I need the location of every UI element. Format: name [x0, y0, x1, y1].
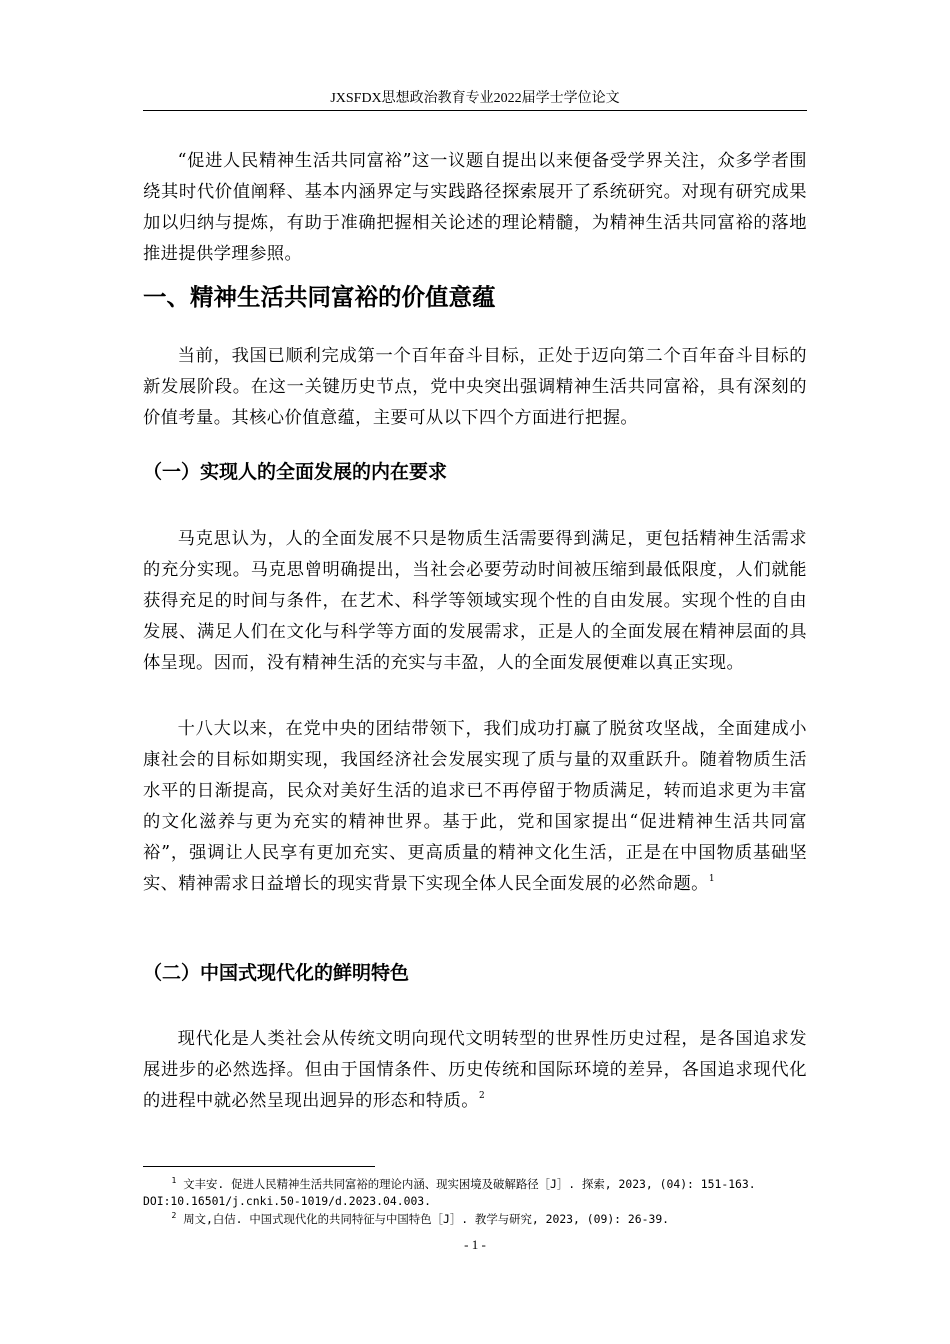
footnote-1	[143, 1176, 807, 1210]
footnote-text-2: 周文,白佶. 中国式现代化的共同特征与中国特色［J］. 教学与研究, 2023, (09): 26-39.	[183, 1212, 670, 1226]
paragraph-text: 十八大以来，在党中央的团结带领下，我们成功打赢了脱贫攻坚战，全面建成小康社会的目标如期实现，我国经济社会发展实现了质与量的双重跃升。随着物质生活水平的日渐提高，民众对美好生活的追求已不再停留于物质满足，转而追求更为丰富的文化滋养与更为充实的精神世界。基于此，党和国家提出“促进精神生活共同富裕”，强调让人民享有更加充实、更高质量的精神文化生活，正是在中国物质基础坚实、精神需求日益增长的现实背景下实现全体人民全面发展的必然命题。	[143, 719, 807, 894]
subsection-heading-2: （二）中国式现代化的鲜明特色	[143, 962, 410, 984]
footnote-mark-1: 1	[171, 1176, 177, 1185]
section-1-intro-paragraph: 当前，我国已顺利完成第一个百年奋斗目标，正处于迈向第二个百年奋斗目标的新发展阶段。在这一关键历史节点，党中央突出强调精神生活共同富裕，具有深刻的价值考量。其核心价值意蕴，主要可从以下四个方面进行把握。	[143, 346, 807, 428]
section-heading-1: 一、精神生活共同富裕的价值意蕴	[143, 283, 496, 311]
paragraph-text: 现代化是人类社会从传统文明向现代文明转型的世界性历史过程，是各国追求发展进步的必然选择。但由于国情条件、历史传统和国际环境的差异，各国追求现代化的进程中就必然呈现出迥异的形态和特质。	[143, 1029, 807, 1111]
footnote-ref-1[interactable]: 1	[708, 874, 715, 884]
subsection-1-paragraph-1: 马克思认为，人的全面发展不只是物质生活需要得到满足，更包括精神生活需求的充分实现。马克思曾明确提出，当社会必要劳动时间被压缩到最低限度，人们就能获得充足的时间与条件，在艺术、科学等领域实现个性的自由发展。实现个性的自由发展、满足人们在文化与科学等方面的发展需求，正是人的全面发展在精神层面的具体呈现。因而，没有精神生活的充实与丰盈，人的全面发展便难以真正实现。	[143, 529, 807, 673]
footnote-2	[143, 1211, 807, 1228]
header-rule	[143, 110, 807, 111]
footnote-text-1: 文丰安. 促进人民精神生活共同富裕的理论内涵、现实困境及破解路径［J］. 探索, 2023, (04): 151-163. DOI:10.16501/j.cnki.50-1019/d.2023.04.003.	[143, 1177, 756, 1208]
subsection-heading-1: （一）实现人的全面发展的内在要求	[143, 461, 448, 483]
running-header: JXSFDX思想政治教育专业2022届学士学位论文	[330, 91, 620, 106]
footnote-mark-2: 2	[171, 1211, 177, 1220]
footnote-separator	[143, 1166, 375, 1167]
footnote-ref-2[interactable]: 2	[478, 1091, 486, 1101]
subsection-2-paragraph-1	[143, 1024, 807, 1117]
intro-paragraph: “促进人民精神生活共同富裕”这一议题自提出以来便备受学界关注，众多学者围绕其时代价值阐释、基本内涵界定与实践路径探索展开了系统研究。对现有研究成果加以归纳与提炼，有助于准确把握相关论述的理论精髓，为精神生活共同富裕的落地推进提供学理参照。	[143, 151, 807, 264]
subsection-1-paragraph-2	[143, 714, 807, 900]
page-number: - 1 -	[464, 1237, 486, 1252]
